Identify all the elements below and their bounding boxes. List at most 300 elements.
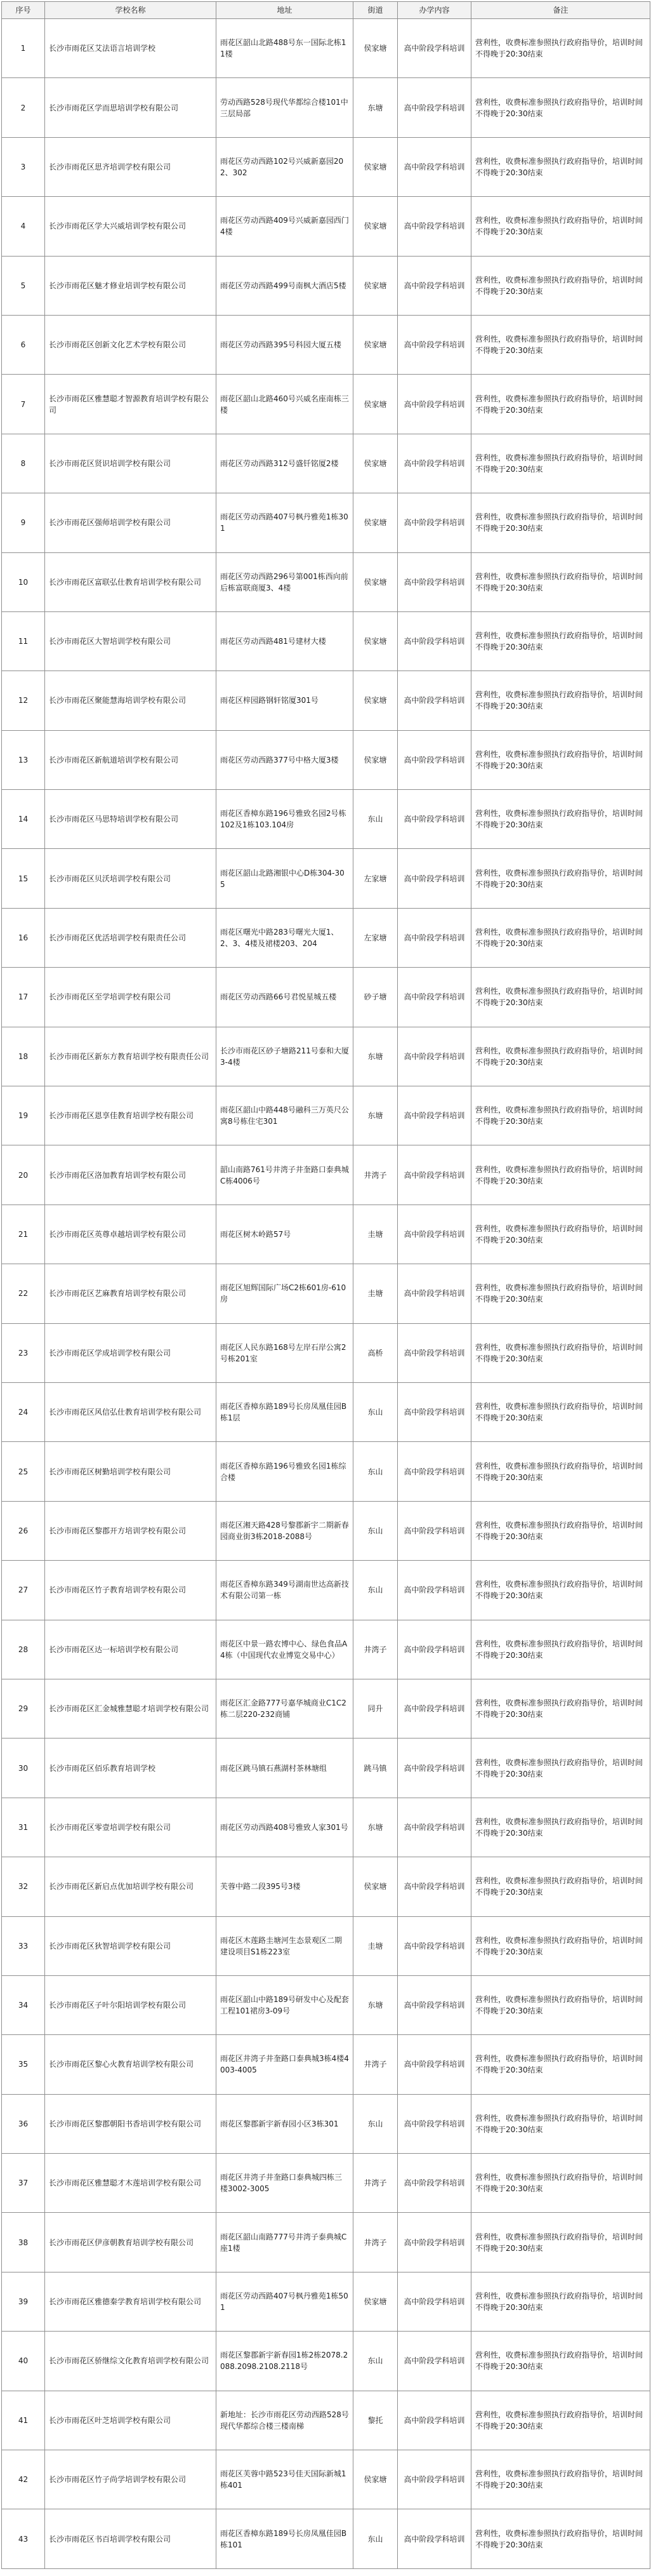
table-row (2, 1857, 650, 1916)
school-name: 长沙市雨花区雅慧聪才木莲培训学校有限公司 (45, 2154, 216, 2213)
table-row (2, 611, 650, 671)
row-note: 营利性，收费标准参照执行政府指导价，培训时间不得晚于20:30结束 (471, 611, 650, 671)
row-index: 16 (2, 908, 45, 967)
school-name: 长沙市雨花区竹子尚学培训学校有限公司 (45, 2450, 216, 2509)
row-index: 32 (2, 1857, 45, 1916)
school-name: 长沙市雨花区优活培训学校有限责任公司 (45, 908, 216, 967)
row-index: 33 (2, 1916, 45, 1975)
school-address: 雨花区井湾子井奎路口泰典城四栋三楼3002-3005 (216, 2154, 353, 2213)
school-name: 长沙市雨花区思齐培训学校有限公司 (45, 137, 216, 196)
school-address: 雨花区香樟东路349号湖南世达高新技术有限公司第一栋 (216, 1561, 353, 1620)
header-street: 街道 (353, 2, 398, 19)
school-name: 长沙市雨花区雅慧聪才智源教育培训学校有限公司 (45, 375, 216, 434)
school-name: 长沙市雨花区英尊卓越培训学校有限公司 (45, 1205, 216, 1264)
training-content: 高中阶段学科培训 (398, 968, 471, 1027)
school-name: 长沙市雨花区新启点优加培训学校有限公司 (45, 1857, 216, 1916)
header-school-name: 学校名称 (45, 2, 216, 19)
table-row (2, 1561, 650, 1620)
row-index: 15 (2, 849, 45, 908)
table-row (2, 968, 650, 1027)
row-index: 38 (2, 2213, 45, 2272)
training-content: 高中阶段学科培训 (398, 1679, 471, 1738)
street-name: 侯家塘 (353, 611, 398, 671)
row-note: 营利性，收费标准参照执行政府指导价，培训时间不得晚于20:30结束 (471, 493, 650, 552)
row-index: 6 (2, 315, 45, 374)
school-name: 长沙市雨花区零壹培训学校有限公司 (45, 1798, 216, 1857)
training-content: 高中阶段学科培训 (398, 671, 471, 730)
table-row (2, 1027, 650, 1086)
school-address: 雨花区香樟东路189号长房凤凰佳园B栋101 (216, 2509, 353, 2568)
row-note: 营利性，收费标准参照执行政府指导价，培训时间不得晚于20:30结束 (471, 375, 650, 434)
street-name: 井湾子 (353, 1620, 398, 1679)
school-address: 雨花区劳动西路377号中格大厦3楼 (216, 730, 353, 789)
street-name: 东塘 (353, 1086, 398, 1145)
school-name: 长沙市雨花区子叶尔阳培训学校有限公司 (45, 1975, 216, 2034)
school-name: 长沙市雨花区新东方教育培训学校有限责任公司 (45, 1027, 216, 1086)
school-name: 长沙市雨花区贤识培训学校有限公司 (45, 434, 216, 493)
school-name: 长沙市雨花区汇金城雅慧聪才培训学校有限公司 (45, 1679, 216, 1738)
row-index: 39 (2, 2272, 45, 2331)
school-address: 雨花区树木岭路57号 (216, 1205, 353, 1264)
header-content: 办学内容 (398, 2, 471, 19)
training-content: 高中阶段学科培训 (398, 256, 471, 315)
street-name: 侯家塘 (353, 552, 398, 611)
row-note: 营利性，收费标准参照执行政府指导价，培训时间不得晚于20:30结束 (471, 1027, 650, 1086)
school-address: 雨花区劳动西路66号君悦星城五楼 (216, 968, 353, 1027)
training-content: 高中阶段学科培训 (398, 1145, 471, 1205)
row-index: 4 (2, 197, 45, 256)
row-index: 41 (2, 2391, 45, 2450)
row-index: 19 (2, 1086, 45, 1145)
school-address: 雨花区劳动西路102号兴威新嘉园202、302 (216, 137, 353, 196)
school-address: 雨花区劳动西路499号南枫大酒店5楼 (216, 256, 353, 315)
street-name: 圭塘 (353, 1205, 398, 1264)
row-note: 营利性，收费标准参照执行政府指导价，培训时间不得晚于20:30结束 (471, 2213, 650, 2272)
school-address: 雨花区韶山南路777号井湾子泰典城C座1楼 (216, 2213, 353, 2272)
row-note: 营利性，收费标准参照执行政府指导价，培训时间不得晚于20:30结束 (471, 1205, 650, 1264)
training-content: 高中阶段学科培训 (398, 2391, 471, 2450)
school-name: 长沙市雨花区狄智培训学校有限公司 (45, 1916, 216, 1975)
row-note: 营利性，收费标准参照执行政府指导价，培训时间不得晚于20:30结束 (471, 434, 650, 493)
row-note: 营利性，收费标准参照执行政府指导价，培训时间不得晚于20:30结束 (471, 1382, 650, 1441)
street-name: 井湾子 (353, 2154, 398, 2213)
row-index: 2 (2, 78, 45, 137)
street-name: 侯家塘 (353, 2450, 398, 2509)
table-row (2, 1323, 650, 1382)
table-row (2, 1442, 650, 1501)
school-name: 长沙市雨花区马思特培训学校有限公司 (45, 790, 216, 849)
row-note: 营利性，收费标准参照执行政府指导价，培训时间不得晚于20:30结束 (471, 1561, 650, 1620)
row-index: 29 (2, 1679, 45, 1738)
school-name: 长沙市雨花区伊彦朝教育培训学校有限公司 (45, 2213, 216, 2272)
school-name: 长沙市雨花区竹子教育培训学校有限公司 (45, 1561, 216, 1620)
school-name: 长沙市雨花区叶芝培训学校有限公司 (45, 2391, 216, 2450)
school-address: 雨花区劳动西路408号雅致人家301号 (216, 1798, 353, 1857)
table-row (2, 2332, 650, 2391)
school-name: 长沙市雨花区黎心火教育培训学校有限公司 (45, 2035, 216, 2094)
street-name: 圭塘 (353, 1916, 398, 1975)
table-row (2, 256, 650, 315)
row-note: 营利性，收费标准参照执行政府指导价，培训时间不得晚于20:30结束 (471, 1916, 650, 1975)
header-address: 地址 (216, 2, 353, 19)
row-index: 31 (2, 1798, 45, 1857)
training-content: 高中阶段学科培训 (398, 908, 471, 967)
training-content: 高中阶段学科培训 (398, 315, 471, 374)
street-name: 东山 (353, 1382, 398, 1441)
training-content: 高中阶段学科培训 (398, 197, 471, 256)
street-name: 侯家塘 (353, 197, 398, 256)
street-name: 侯家塘 (353, 19, 398, 78)
school-address: 雨花区黎郡新宇新春园小区3栋301 (216, 2094, 353, 2153)
school-name: 长沙市雨花区魅才修业培训学校有限公司 (45, 256, 216, 315)
training-content: 高中阶段学科培训 (398, 2154, 471, 2213)
street-name: 东山 (353, 790, 398, 849)
row-index: 35 (2, 2035, 45, 2094)
table-row (2, 730, 650, 789)
school-address: 雨花区旭辉国际广场C2栋601房-610房 (216, 1264, 353, 1323)
school-address: 雨花区韶山北路460号兴威名座南栋三楼 (216, 375, 353, 434)
school-registry-table (1, 1, 650, 2569)
row-note: 营利性，收费标准参照执行政府指导价，培训时间不得晚于20:30结束 (471, 790, 650, 849)
row-note: 营利性，收费标准参照执行政府指导价，培训时间不得晚于20:30结束 (471, 197, 650, 256)
street-name: 左家塘 (353, 908, 398, 967)
school-name: 长沙市雨花区树勤培训学校有限公司 (45, 1442, 216, 1501)
table-header (2, 2, 650, 19)
street-name: 侯家塘 (353, 256, 398, 315)
school-address: 雨花区湘天路428号黎郡新宇二期新春园商业街3栋2018-2088号 (216, 1501, 353, 1560)
table-row (2, 908, 650, 967)
row-note: 营利性，收费标准参照执行政府指导价，培训时间不得晚于20:30结束 (471, 2272, 650, 2331)
street-name: 圭塘 (353, 1264, 398, 1323)
school-name: 长沙市雨花区聚能慧海培训学校有限公司 (45, 671, 216, 730)
table-row (2, 2391, 650, 2450)
school-name: 长沙市雨花区大智培训学校有限公司 (45, 611, 216, 671)
row-note: 营利性，收费标准参照执行政府指导价，培训时间不得晚于20:30结束 (471, 1501, 650, 1560)
training-content: 高中阶段学科培训 (398, 1264, 471, 1323)
school-name: 长沙市雨花区恩享佳教育培训学校有限公司 (45, 1086, 216, 1145)
school-address: 雨花区劳动西路409号兴威新嘉园西门4楼 (216, 197, 353, 256)
school-address: 芙蓉中路二段395号3楼 (216, 1857, 353, 1916)
school-name: 长沙市雨花区书百培训学校有限公司 (45, 2509, 216, 2568)
street-name: 侯家塘 (353, 671, 398, 730)
street-name: 东山 (353, 2509, 398, 2568)
school-address: 雨花区跳马镇石燕湖村茶林塘组 (216, 1738, 353, 1798)
training-content: 高中阶段学科培训 (398, 849, 471, 908)
table-row (2, 671, 650, 730)
table-row (2, 375, 650, 434)
row-index: 20 (2, 1145, 45, 1205)
school-name: 长沙市雨花区学而思培训学校有限公司 (45, 78, 216, 137)
training-content: 高中阶段学科培训 (398, 493, 471, 552)
school-address: 雨花区香樟东路196号雅致名园1栋综合楼 (216, 1442, 353, 1501)
school-address: 雨花区韶山北路湘银中心D栋304-305 (216, 849, 353, 908)
street-name: 侯家塘 (353, 137, 398, 196)
training-content: 高中阶段学科培训 (398, 730, 471, 789)
row-index: 37 (2, 2154, 45, 2213)
street-name: 侯家塘 (353, 1857, 398, 1916)
row-index: 5 (2, 256, 45, 315)
school-address: 雨花区香樟东路196号雅致名园2号栋102及1栋103.104房 (216, 790, 353, 849)
street-name: 黎托 (353, 2391, 398, 2450)
row-index: 3 (2, 137, 45, 196)
row-note: 营利性，收费标准参照执行政府指导价，培训时间不得晚于20:30结束 (471, 908, 650, 967)
training-content: 高中阶段学科培训 (398, 1738, 471, 1798)
training-content: 高中阶段学科培训 (398, 19, 471, 78)
table-body (2, 19, 650, 2569)
school-name: 长沙市雨花区学大兴威培训学校有限公司 (45, 197, 216, 256)
table-row (2, 1086, 650, 1145)
row-note: 营利性，收费标准参照执行政府指导价，培训时间不得晚于20:30结束 (471, 2391, 650, 2450)
street-name: 侯家塘 (353, 2272, 398, 2331)
table-row (2, 552, 650, 611)
row-index: 25 (2, 1442, 45, 1501)
training-content: 高中阶段学科培训 (398, 2094, 471, 2153)
training-content: 高中阶段学科培训 (398, 78, 471, 137)
row-index: 14 (2, 790, 45, 849)
row-index: 9 (2, 493, 45, 552)
header-index: 序号 (2, 2, 45, 19)
row-index: 8 (2, 434, 45, 493)
school-name: 长沙市雨花区学成培训学校有限公司 (45, 1323, 216, 1382)
training-content: 高中阶段学科培训 (398, 2272, 471, 2331)
row-index: 11 (2, 611, 45, 671)
row-note: 营利性，收费标准参照执行政府指导价，培训时间不得晚于20:30结束 (471, 1442, 650, 1501)
street-name: 井湾子 (353, 2213, 398, 2272)
row-note: 营利性，收费标准参照执行政府指导价，培训时间不得晚于20:30结束 (471, 137, 650, 196)
school-address: 雨花区梓园路钢轩铭厦301号 (216, 671, 353, 730)
training-content: 高中阶段学科培训 (398, 1916, 471, 1975)
table-row (2, 19, 650, 78)
table-row (2, 1205, 650, 1264)
school-address: 雨花区曙光中路283号曙光大厦1、2、3、4楼及裙楼203、204 (216, 908, 353, 967)
training-content: 高中阶段学科培训 (398, 1798, 471, 1857)
school-address: 雨花区劳动西路481号建材大楼 (216, 611, 353, 671)
school-address: 雨花区韶山中路189号研发中心及配套工程101裙房3-09号 (216, 1975, 353, 2034)
table-row (2, 434, 650, 493)
row-note: 营利性，收费标准参照执行政府指导价，培训时间不得晚于20:30结束 (471, 2154, 650, 2213)
school-address: 长沙市雨花区砂子塘路211号泰和大厦3-4楼 (216, 1027, 353, 1086)
training-content: 高中阶段学科培训 (398, 2509, 471, 2568)
street-name: 高桥 (353, 1323, 398, 1382)
training-content: 高中阶段学科培训 (398, 2450, 471, 2509)
school-address: 雨花区劳动西路296号第001栋西向前后栋富联商厦3、4楼 (216, 552, 353, 611)
training-content: 高中阶段学科培训 (398, 1205, 471, 1264)
training-content: 高中阶段学科培训 (398, 375, 471, 434)
row-index: 36 (2, 2094, 45, 2153)
table-row (2, 1264, 650, 1323)
row-index: 28 (2, 1620, 45, 1679)
street-name: 侯家塘 (353, 315, 398, 374)
school-address: 雨花区黎郡新宇新春园1栋2栋2078.2088.2098.2108.2118号 (216, 2332, 353, 2391)
school-address: 雨花区木莲路圭塘河生态景观区二期建设项目S1栋223室 (216, 1916, 353, 1975)
training-content: 高中阶段学科培训 (398, 2213, 471, 2272)
table-row (2, 1679, 650, 1738)
training-content: 高中阶段学科培训 (398, 1561, 471, 1620)
training-content: 高中阶段学科培训 (398, 611, 471, 671)
row-note: 营利性，收费标准参照执行政府指导价，培训时间不得晚于20:30结束 (471, 2094, 650, 2153)
table-row (2, 1975, 650, 2034)
table-row (2, 1738, 650, 1798)
training-content: 高中阶段学科培训 (398, 137, 471, 196)
school-address: 雨花区劳动西路407号枫丹雅苑1栋501 (216, 2272, 353, 2331)
school-address: 雨花区人民东路168号左岸石岸公寓2号栋201室 (216, 1323, 353, 1382)
school-name: 长沙市雨花区洛加教育培训学校有限公司 (45, 1145, 216, 1205)
school-name: 长沙市雨花区风信弘仕教育培训学校有限公司 (45, 1382, 216, 1441)
table-row (2, 1382, 650, 1441)
row-note: 营利性，收费标准参照执行政府指导价，培训时间不得晚于20:30结束 (471, 1857, 650, 1916)
row-index: 34 (2, 1975, 45, 2034)
school-name: 长沙市雨花区创新文化艺术学校有限公司 (45, 315, 216, 374)
street-name: 东塘 (353, 78, 398, 137)
row-index: 42 (2, 2450, 45, 2509)
row-index: 12 (2, 671, 45, 730)
street-name: 侯家塘 (353, 375, 398, 434)
row-index: 1 (2, 19, 45, 78)
table-row (2, 137, 650, 196)
school-address: 雨花区劳动西路312号盛钎铭厦2楼 (216, 434, 353, 493)
street-name: 侯家塘 (353, 730, 398, 789)
street-name: 东山 (353, 1501, 398, 1560)
table-row (2, 2450, 650, 2509)
school-address: 韶山南路761号井湾子井奎路口泰典城C栋4006号 (216, 1145, 353, 1205)
school-name: 长沙市雨花区艾法语言培训学校 (45, 19, 216, 78)
row-note: 营利性，收费标准参照执行政府指导价，培训时间不得晚于20:30结束 (471, 19, 650, 78)
training-content: 高中阶段学科培训 (398, 1975, 471, 2034)
row-index: 21 (2, 1205, 45, 1264)
school-name: 长沙市雨花区黎郡开方培训学校有限公司 (45, 1501, 216, 1560)
school-address: 劳动西路528号现代华都综合楼101中三层局部 (216, 78, 353, 137)
school-name: 长沙市雨花区新航道培训学校有限公司 (45, 730, 216, 789)
street-name: 东塘 (353, 1975, 398, 2034)
row-index: 23 (2, 1323, 45, 1382)
table-row (2, 1798, 650, 1857)
school-name: 长沙市雨花区骄继综文化教育培训学校有限公司 (45, 2332, 216, 2391)
row-index: 40 (2, 2332, 45, 2391)
header-row (2, 2, 650, 19)
row-note: 营利性，收费标准参照执行政府指导价，培训时间不得晚于20:30结束 (471, 1738, 650, 1798)
table-row (2, 2094, 650, 2153)
school-name: 长沙市雨花区佰乐教育培训学校 (45, 1738, 216, 1798)
training-content: 高中阶段学科培训 (398, 1027, 471, 1086)
row-note: 营利性，收费标准参照执行政府指导价，培训时间不得晚于20:30结束 (471, 1679, 650, 1738)
row-note: 营利性，收费标准参照执行政府指导价，培训时间不得晚于20:30结束 (471, 1323, 650, 1382)
school-address: 雨花区韶山北路488号东一国际北栋11楼 (216, 19, 353, 78)
training-content: 高中阶段学科培训 (398, 790, 471, 849)
row-note: 营利性，收费标准参照执行政府指导价，培训时间不得晚于20:30结束 (471, 2450, 650, 2509)
training-content: 高中阶段学科培训 (398, 1857, 471, 1916)
training-content: 高中阶段学科培训 (398, 1323, 471, 1382)
street-name: 砂子塘 (353, 968, 398, 1027)
table-row (2, 1501, 650, 1560)
school-name: 长沙市雨花区艺麻教育培训学校有限公司 (45, 1264, 216, 1323)
row-note: 营利性，收费标准参照执行政府指导价，培训时间不得晚于20:30结束 (471, 1264, 650, 1323)
table-row (2, 849, 650, 908)
street-name: 同升 (353, 1679, 398, 1738)
school-address: 雨花区劳动西路407号枫丹雅苑1栋301 (216, 493, 353, 552)
school-name: 长沙市雨花区雅德秦学教育培训学校有限公司 (45, 2272, 216, 2331)
row-note: 营利性，收费标准参照执行政府指导价，培训时间不得晚于20:30结束 (471, 1975, 650, 2034)
school-address: 雨花区香樟东路189号长房凤凰佳园B栋1层 (216, 1382, 353, 1441)
row-note: 营利性，收费标准参照执行政府指导价，培训时间不得晚于20:30结束 (471, 1145, 650, 1205)
table-row (2, 1145, 650, 1205)
row-note: 营利性，收费标准参照执行政府指导价，培训时间不得晚于20:30结束 (471, 849, 650, 908)
school-address: 雨花区韶山中路448号融科三万英尺公寓8号栋住宅301 (216, 1086, 353, 1145)
school-name: 长沙市雨花区至学培训学校有限公司 (45, 968, 216, 1027)
school-address: 新地址：长沙市雨花区劳动西路528号现代华都综合楼三楼南梯 (216, 2391, 353, 2450)
street-name: 东塘 (353, 1027, 398, 1086)
row-index: 13 (2, 730, 45, 789)
table-row (2, 2213, 650, 2272)
header-note: 备注 (471, 2, 650, 19)
school-address: 雨花区芙蓉中路523号佳天国际新城1栋401 (216, 2450, 353, 2509)
street-name: 侯家塘 (353, 434, 398, 493)
school-name: 长沙市雨花区贝沃培训学校有限公司 (45, 849, 216, 908)
street-name: 侯家塘 (353, 493, 398, 552)
row-index: 30 (2, 1738, 45, 1798)
row-note: 营利性，收费标准参照执行政府指导价，培训时间不得晚于20:30结束 (471, 671, 650, 730)
school-name: 长沙市雨花区黎郡朝阳书香培训学校有限公司 (45, 2094, 216, 2153)
street-name: 井湾子 (353, 2035, 398, 2094)
row-index: 18 (2, 1027, 45, 1086)
school-address: 雨花区劳动西路395号科园大厦五楼 (216, 315, 353, 374)
row-index: 26 (2, 1501, 45, 1560)
training-content: 高中阶段学科培训 (398, 2332, 471, 2391)
table-row (2, 1916, 650, 1975)
street-name: 东山 (353, 2332, 398, 2391)
row-note: 营利性，收费标准参照执行政府指导价，培训时间不得晚于20:30结束 (471, 78, 650, 137)
row-note: 营利性，收费标准参照执行政府指导价，培训时间不得晚于20:30结束 (471, 552, 650, 611)
table-row (2, 2154, 650, 2213)
school-name: 长沙市雨花区富联弘仕教育培训学校有限公司 (45, 552, 216, 611)
row-note: 营利性，收费标准参照执行政府指导价，培训时间不得晚于20:30结束 (471, 1086, 650, 1145)
training-content: 高中阶段学科培训 (398, 1382, 471, 1441)
school-name: 长沙市雨花区强师培训学校有限公司 (45, 493, 216, 552)
street-name: 东山 (353, 2094, 398, 2153)
table-row (2, 1620, 650, 1679)
row-index: 10 (2, 552, 45, 611)
training-content: 高中阶段学科培训 (398, 1442, 471, 1501)
table-row (2, 197, 650, 256)
training-content: 高中阶段学科培训 (398, 552, 471, 611)
table-row (2, 2035, 650, 2094)
table-row (2, 493, 650, 552)
row-note: 营利性，收费标准参照执行政府指导价，培训时间不得晚于20:30结束 (471, 2332, 650, 2391)
row-note: 营利性，收费标准参照执行政府指导价，培训时间不得晚于20:30结束 (471, 1620, 650, 1679)
street-name: 东塘 (353, 1798, 398, 1857)
table-row (2, 78, 650, 137)
row-index: 24 (2, 1382, 45, 1441)
row-note: 营利性，收费标准参照执行政府指导价，培训时间不得晚于20:30结束 (471, 2035, 650, 2094)
row-note: 营利性，收费标准参照执行政府指导价，培训时间不得晚于20:30结束 (471, 315, 650, 374)
training-content: 高中阶段学科培训 (398, 1501, 471, 1560)
table-row (2, 790, 650, 849)
street-name: 东山 (353, 1561, 398, 1620)
row-index: 27 (2, 1561, 45, 1620)
training-content: 高中阶段学科培训 (398, 434, 471, 493)
school-address: 雨花区汇金路777号嘉华城商业C1C2栋二层220-232商铺 (216, 1679, 353, 1738)
row-note: 营利性，收费标准参照执行政府指导价，培训时间不得晚于20:30结束 (471, 256, 650, 315)
row-index: 17 (2, 968, 45, 1027)
row-index: 43 (2, 2509, 45, 2568)
school-address: 雨花区中景一路农博中心、绿色食品A4栋（中国现代农业博览交易中心） (216, 1620, 353, 1679)
training-content: 高中阶段学科培训 (398, 2035, 471, 2094)
school-name: 长沙市雨花区达一标培训学校有限公司 (45, 1620, 216, 1679)
row-note: 营利性，收费标准参照执行政府指导价，培训时间不得晚于20:30结束 (471, 1798, 650, 1857)
table-row (2, 2272, 650, 2331)
street-name: 井湾子 (353, 1145, 398, 1205)
row-index: 22 (2, 1264, 45, 1323)
training-content: 高中阶段学科培训 (398, 1086, 471, 1145)
